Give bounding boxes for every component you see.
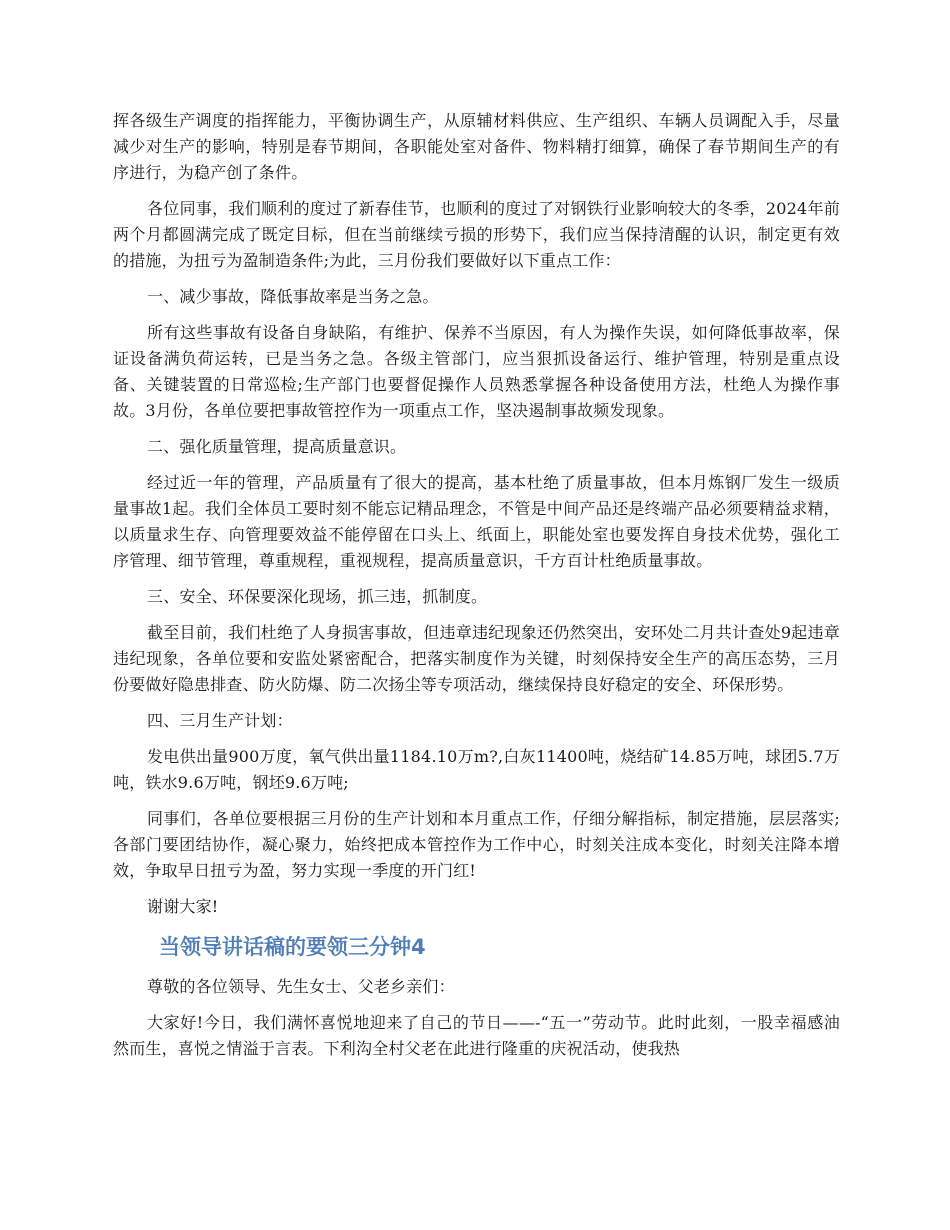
paragraph: 经过近一年的管理，产品质量有了很大的提高，基本杜绝了质量事故，但本月炼钢厂发生一级质量事故1起。我们全体员工要时刻不能忘记精品理念，不管是中间产品还是终端产品必须要精益求精，以质量求生存、向管理要效益不能停留在口头上、纸面上，职能处室也要发挥自身技术优势，强化工序管理、细节管理，尊重规程，重视规程，提高质量意识，千方百计杜绝质量事故。 [113, 473, 840, 570]
section-point: 四、三月生产计划： [147, 711, 293, 730]
section-point: 一、减少事故，降低事故率是当务之急。 [147, 287, 439, 306]
paragraph: 挥各级生产调度的指挥能力，平衡协调生产，从原辅材料供应、生产组织、车辆人员调配入手，尽量减少对生产的影响，特别是春节期间，各职能处室对备件、物料精打细算，确保了春节期间生产的有序进行，为稳产创了条件。 [113, 111, 840, 182]
section-point: 三、安全、环保要深化现场，抓三违，抓制度。 [147, 587, 488, 606]
salutation: 尊敬的各位领导、先生女士、父老乡亲们： [147, 977, 455, 996]
closing-line: 谢谢大家! [147, 897, 219, 916]
paragraph: 大家好!今日，我们满怀喜悦地迎来了自己的节日——-“五一”劳动节。此时此刻，一股幸福感油然而生，喜悦之情溢于言表。下利沟全村父老在此进行隆重的庆祝活动，使我热 [113, 1013, 840, 1058]
paragraph: 发电供出量900万度，氧气供出量1184.10万m?,白灰11400吨，烧结矿14.85万吨，球团5.7万吨，铁水9.6万吨，钢坯9.6万吨; [113, 747, 840, 792]
section-heading: 当领导讲话稿的要领三分钟4 [159, 935, 426, 959]
paragraph: 截至目前，我们杜绝了人身损害事故，但违章违纪现象还仍然突出，安环处二月共计查处9起违章违纪现象，各单位要和安监处紧密配合，把落实制度作为关键，时刻保持安全生产的高压态势，三月份要做好隐患排查、防火防爆、防二次扬尘等专项活动，继续保持良好稳定的安全、环保形势。 [113, 623, 840, 694]
document-page [113, 108, 840, 1062]
paragraph: 各位同事，我们顺利的度过了新春佳节，也顺利的度过了对钢铁行业影响较大的冬季，2024年前两个月都圆满完成了既定目标，但在当前继续亏损的形势下，我们应当保持清醒的认识，制定更有效的措施，为扭亏为盈制造条件;为此，三月份我们要做好以下重点工作： [113, 199, 840, 270]
paragraph: 同事们，各单位要根据三月份的生产计划和本月重点工作，仔细分解指标，制定措施，层层落实;各部门要团结协作，凝心聚力，始终把成本管控作为工作中心，时刻关注成本变化，时刻关注降本增效，争取早日扭亏为盈，努力实现一季度的开门红! [113, 809, 840, 880]
paragraph: 所有这些事故有设备自身缺陷，有维护、保养不当原因，有人为操作失误，如何降低事故率，保证设备满负荷运转，已是当务之急。各级主管部门，应当狠抓设备运行、维护管理，特别是重点设备、关键装置的日常巡检;生产部门也要督促操作人员熟悉掌握各种设备使用方法，杜绝人为操作事故。3月份，各单位要把事故管控作为一项重点工作，坚决遏制事故频发现象。 [113, 323, 840, 420]
section-point: 二、强化质量管理，提高质量意识。 [147, 437, 407, 456]
